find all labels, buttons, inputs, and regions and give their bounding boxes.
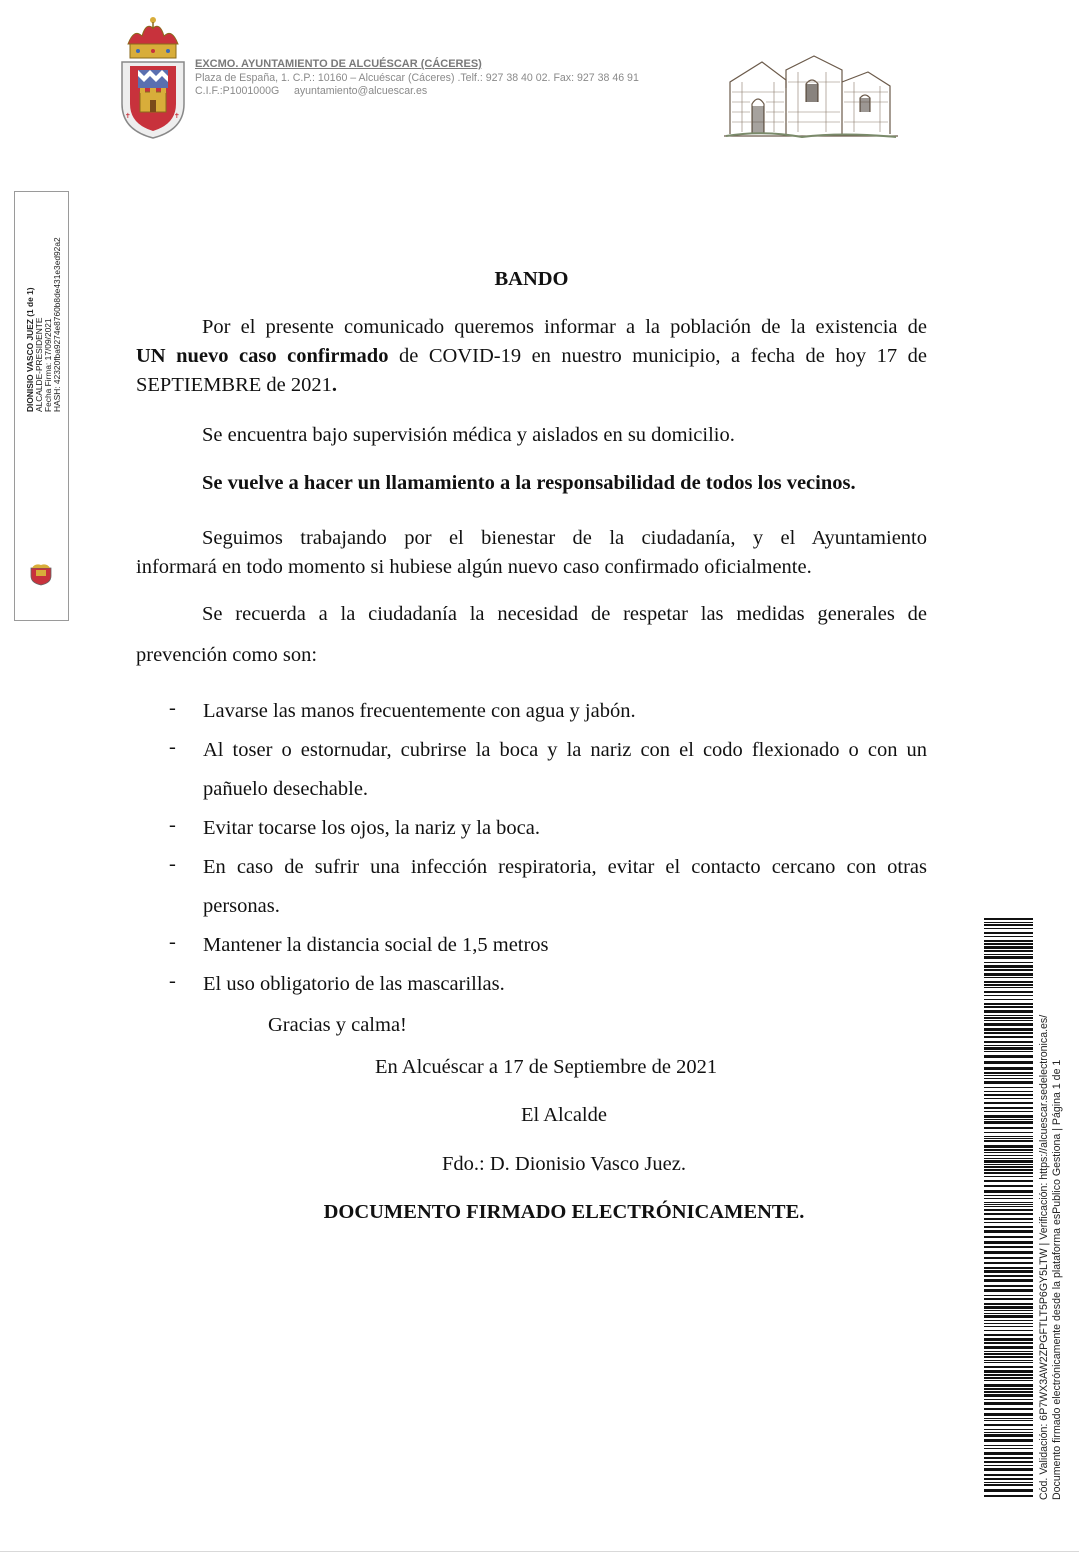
bullet-marker: -: [169, 970, 176, 992]
signature-hash: HASH: 42320fba9274e8760b8de431e3ed92a2: [52, 237, 62, 412]
svg-text:✝: ✝: [174, 112, 180, 120]
paragraph-2: Se encuentra bajo supervisión médica y aislados en su domicilio.: [202, 424, 735, 446]
list-item: Mantener la distancia social de 1,5 metros: [203, 934, 549, 956]
organization-ids: [195, 85, 639, 99]
signatory-role: El Alcalde: [521, 1104, 607, 1126]
validation-platform: Documento firmado electrónicamente desde la plataforma esPublico Gestiona | Página 1 de 1: [1050, 1059, 1063, 1500]
bullet-marker: -: [169, 736, 176, 758]
bullet-marker: -: [169, 814, 176, 836]
signature-crest-icon: [26, 562, 56, 586]
organization-email: ayuntamiento@alcuescar.es: [293, 85, 428, 97]
paragraph-1-line-2: [136, 342, 927, 371]
paragraph-5-line-2: prevención como son:: [136, 644, 318, 666]
bullet-marker: -: [169, 697, 176, 719]
signatory-name: Fdo.: D. Dionisio Vasco Juez.: [442, 1153, 686, 1175]
paragraph-1-period: .: [331, 374, 338, 396]
list-item: Al toser o estornudar, cubrirse la boca y la nariz con el codo flexionado o con un: [203, 739, 927, 761]
paragraph-1-line-3: [136, 371, 927, 400]
signer-role: ALCALDE-PRESIDENTE: [34, 317, 44, 412]
bullet-marker: -: [169, 931, 176, 953]
church-illustration: [722, 42, 900, 140]
electronic-signature-notice: DOCUMENTO FIRMADO ELECTRÓNICAMENTE.: [323, 1201, 805, 1223]
organization-address: Plaza de España, 1. C.P.: 10160 – Alcuéscar (Cáceres) .Telf.: 927 38 40 02. Fax: 927 38 46 91: [195, 71, 639, 84]
validation-info: [1038, 900, 1063, 1500]
list-item: Lavarse las manos frecuentemente con agua y jabón.: [203, 700, 636, 722]
closing-phrase: Gracias y calma!: [268, 1014, 407, 1036]
document-title: BANDO: [494, 268, 569, 290]
paragraph-4-line-2: informará en todo momento si hubiese algún nuevo caso confirmado oficialmente.: [136, 556, 812, 578]
list-item-continuation: personas.: [203, 895, 280, 917]
bullet-marker: -: [169, 853, 176, 875]
paragraph-1-line-2-rest: de COVID-19 en nuestro municipio, a fecha de hoy 17 de: [388, 345, 928, 367]
letterhead-text: [195, 58, 639, 99]
signature-date: Fecha Firma: 17/09/2021: [43, 318, 53, 412]
organization-name: EXCMO. AYUNTAMIENTO DE ALCUÉSCAR (CÁCERES): [195, 58, 482, 70]
list-item-continuation: pañuelo desechable.: [203, 778, 369, 800]
municipal-crest-logo: [116, 14, 190, 140]
organization-cif: C.I.F.:P1001000G: [195, 85, 280, 97]
validation-barcode: [984, 918, 1033, 1500]
page-bottom-divider: [0, 1551, 1079, 1552]
paragraph-1-date: SEPTIEMBRE de 2021: [136, 374, 332, 396]
list-item: Evitar tocarse los ojos, la nariz y la boca.: [203, 817, 540, 839]
paragraph-3-callout: Se vuelve a hacer un llamamiento a la responsabilidad de todos los vecinos.: [202, 472, 856, 494]
signer-name: DIONISIO VASCO JUEZ (1 de 1): [25, 287, 35, 412]
paragraph-4-line-1: Seguimos trabajando por el bienestar de la ciudadanía, y el Ayuntamiento: [202, 527, 927, 549]
svg-text:✝: ✝: [125, 112, 131, 120]
signature-info: [26, 32, 62, 412]
new-case-highlight: UN nuevo caso confirmado: [136, 345, 389, 367]
validation-code: Cód. Validación: 6P7WX3AW2ZPGFTLT5P6GY5LTW | Verificación: https://alcuescar.sedelectronica.es/: [1038, 1014, 1050, 1500]
paragraph-5-line-1: Se recuerda a la ciudadanía la necesidad de respetar las medidas generales de: [202, 603, 927, 625]
list-item: En caso de sufrir una infección respiratoria, evitar el contacto cercano con otras: [203, 856, 927, 878]
paragraph-1-line-1: Por el presente comunicado queremos informar a la población de la existencia de: [202, 316, 927, 338]
list-item: El uso obligatorio de las mascarillas.: [203, 973, 505, 995]
place-and-date: En Alcuéscar a 17 de Septiembre de 2021: [375, 1056, 718, 1078]
